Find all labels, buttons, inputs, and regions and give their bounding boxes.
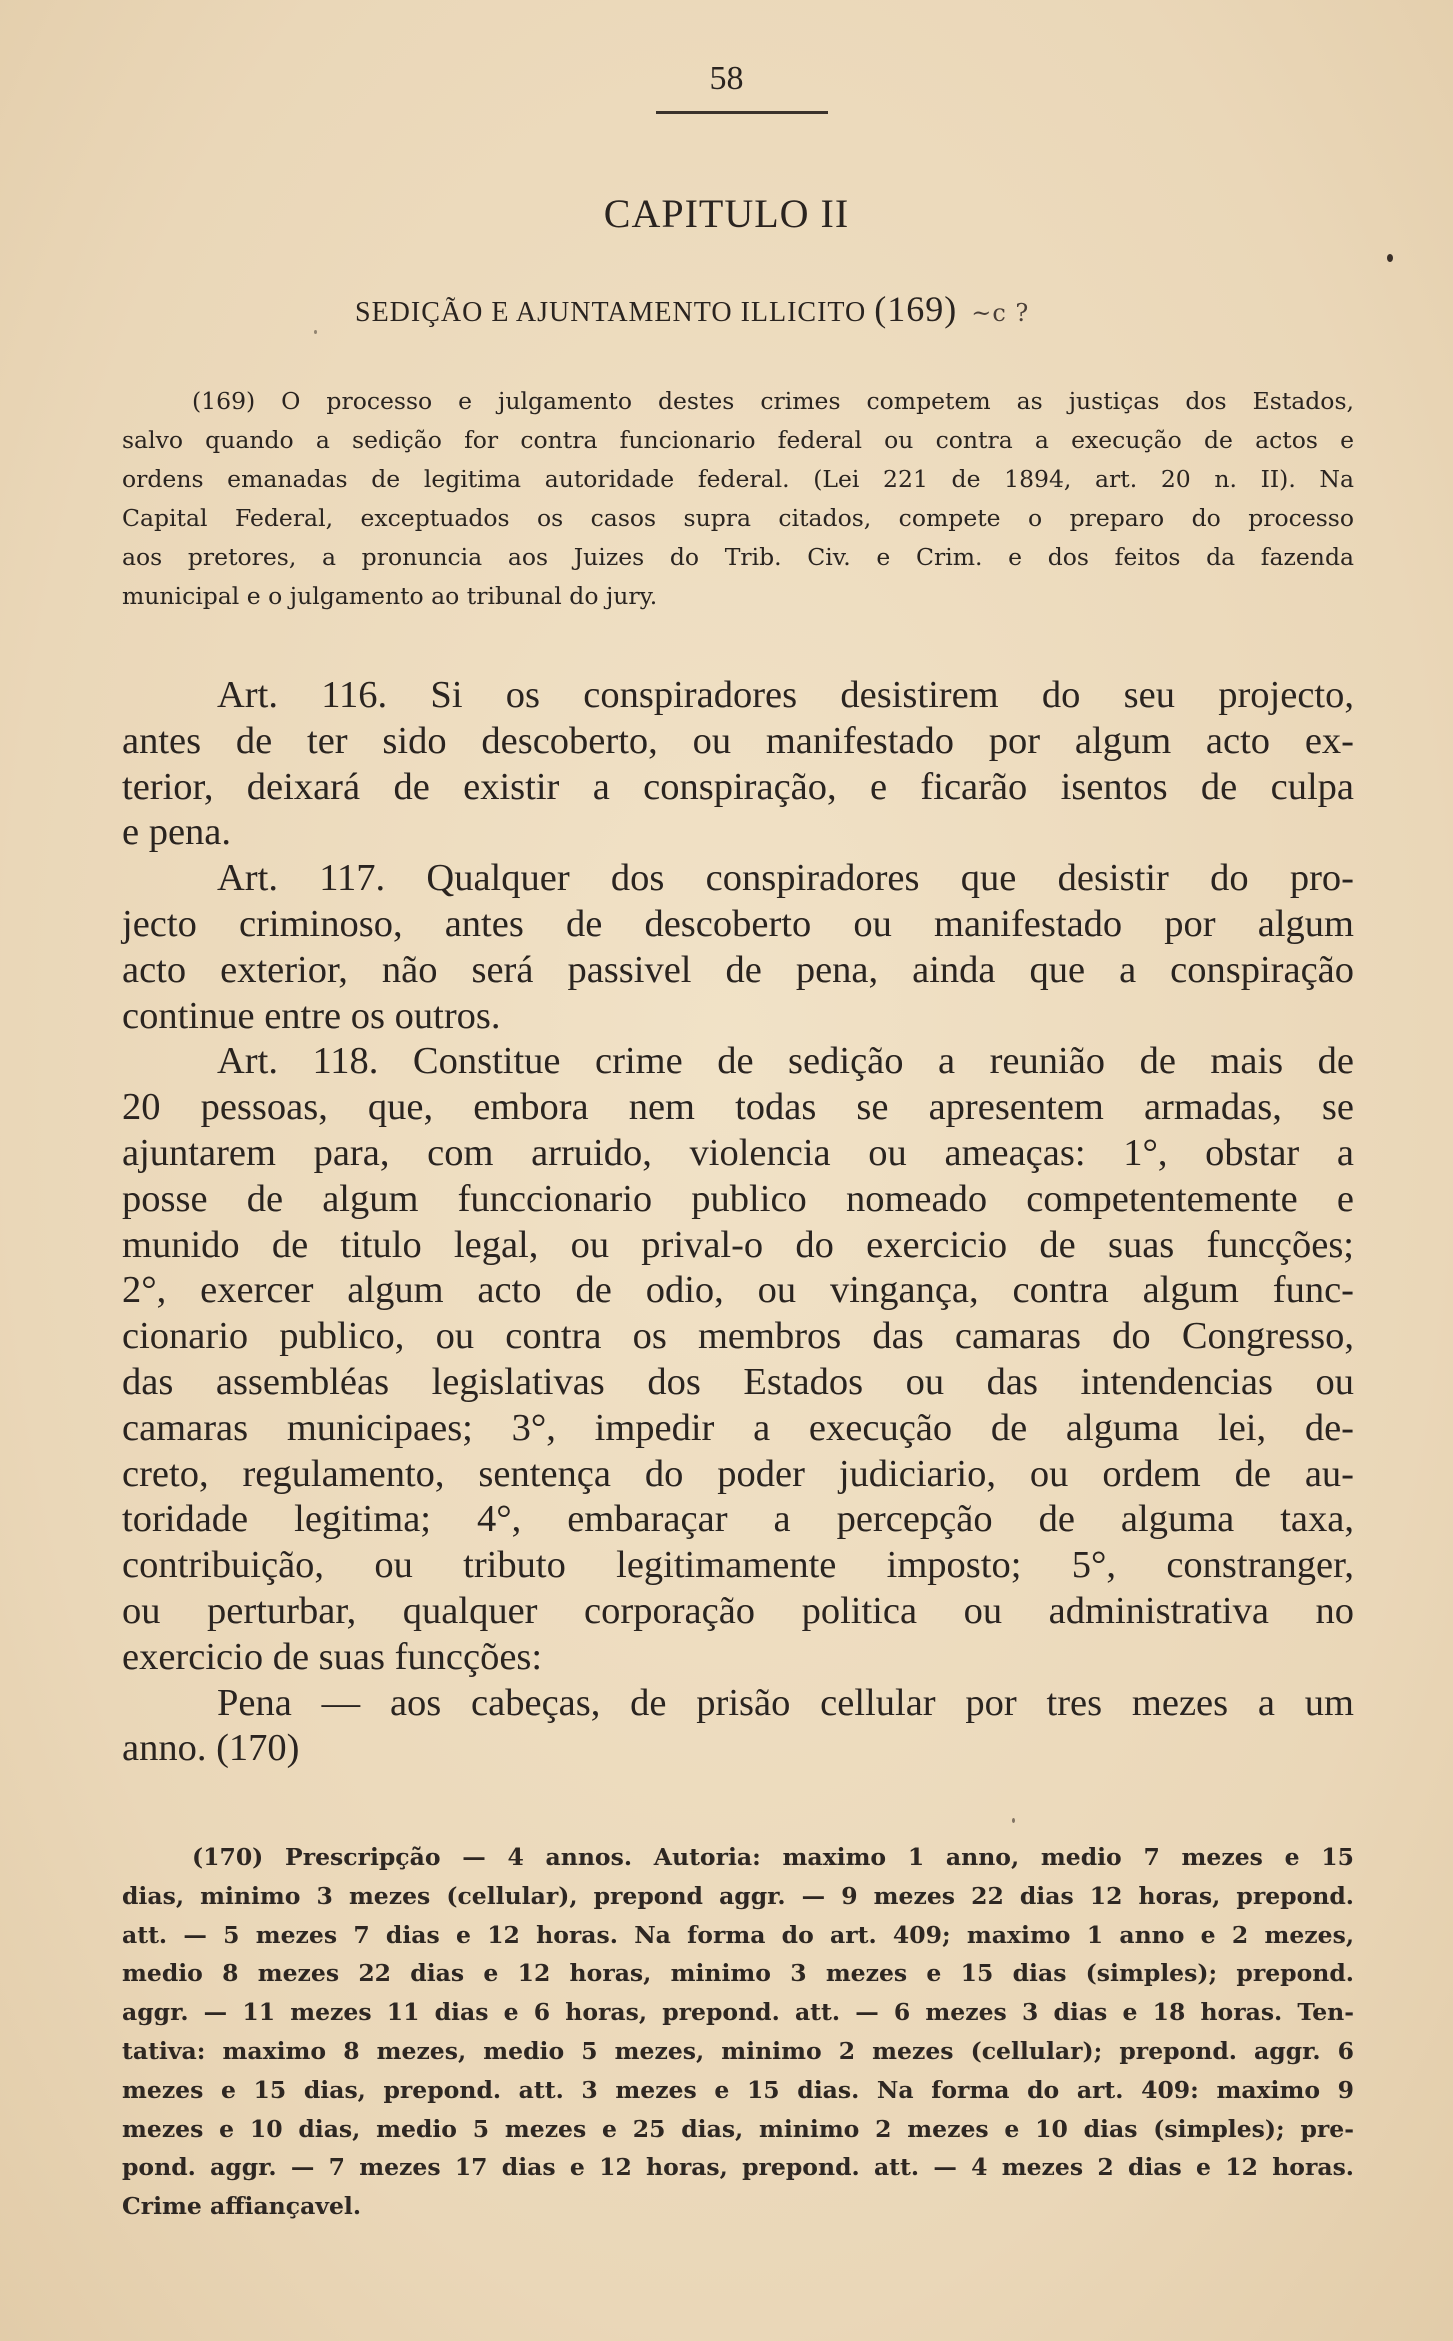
footnote-line: aggr. — 11 mezes 11 dias e 6 horas, prepond. att. — 6 mezes 3 dias e 18 horas. Ten-	[122, 1998, 1354, 2027]
footnote-line: pond. aggr. — 7 mezes 17 dias e 12 horas, prepond. att. — 4 mezes 2 dias e 12 horas.	[122, 2153, 1354, 2182]
article-118-line: exercicio de suas funcções:	[122, 1635, 543, 1678]
article-118-line: 20 pessoas, que, embora nem todas se apresentem armadas, se	[122, 1086, 1354, 1129]
footnote-170	[122, 1838, 1354, 2226]
footnote-line: dias, minimo 3 mezes (cellular), prepond aggr. — 9 mezes 22 dias 12 horas, prepond.	[122, 1881, 1354, 1910]
footnote-line: Capital Federal, exceptuados os casos supra citados, compete o preparo do processo	[122, 504, 1354, 532]
penalty-line: Pena — aos cabeças, de prisão cellular por tres mezes a um	[217, 1681, 1354, 1724]
section-title: SEDIÇÃO E AJUNTAMENTO ILLICITO	[355, 297, 867, 328]
article-117-line: acto exterior, não será passivel de pena, ainda que a conspiração	[122, 948, 1354, 991]
footnote-line: att. — 5 mezes 7 dias e 12 horas. Na forma do art. 409; maximo 1 anno e 2 mezes,	[122, 1920, 1354, 1949]
article-118-line: contribuição, ou tributo legitimamente imposto; 5°, constranger,	[122, 1544, 1354, 1587]
penalty-line: anno. (170)	[122, 1727, 300, 1770]
article-118-line: camaras municipaes; 3°, impedir a execução de alguma lei, de-	[122, 1406, 1354, 1449]
ink-speck	[1387, 254, 1393, 262]
article-116-line: Art. 116. Si os conspiradores desistirem do seu projecto,	[217, 674, 1354, 716]
article-118-line: das assembléas legislativas dos Estados ou das intendencias ou	[122, 1360, 1354, 1403]
ink-speck	[314, 330, 317, 334]
section-heading	[355, 288, 1029, 330]
footnote-line: Crime affiançavel.	[122, 2192, 362, 2221]
handwritten-annotation: ~c ?	[971, 299, 1030, 327]
article-118-line: 2°, exercer algum acto de odio, ou vingança, contra algum func-	[122, 1269, 1354, 1312]
footnote-line: mezes e 10 dias, medio 5 mezes e 25 dias, minimo 2 mezes e 10 dias (simples); pre-	[122, 2114, 1354, 2143]
chapter-title: CAPITULO II	[603, 191, 850, 236]
article-116-line: terior, deixará de existir a conspiração, e ficarão isentos de culpa	[122, 765, 1354, 808]
footnote-line: (170) Prescripção — 4 annos. Autoria: maximo 1 anno, medio 7 mezes e 15	[192, 1843, 1354, 1871]
footnote-line: tativa: maximo 8 mezes, medio 5 mezes, minimo 2 mezes (cellular); prepond. aggr. 6	[122, 2036, 1354, 2065]
article-118-line: munido de titulo legal, ou prival-o do exercicio de suas funcções;	[122, 1223, 1354, 1266]
page-number-rule	[656, 111, 828, 114]
footnote-line: ordens emanadas de legitima autoridade federal. (Lei 221 de 1894, art. 20 n. II). Na	[122, 465, 1354, 493]
article-118-line: ajuntarem para, com arruido, violencia ou ameaças: 1°, obstar a	[122, 1131, 1354, 1174]
article-116-line: antes de ter sido descoberto, ou manifestado por algum acto ex-	[122, 719, 1354, 762]
article-118-line: toridade legitima; 4°, embaraçar a percepção de alguma taxa,	[122, 1498, 1354, 1541]
article-text	[122, 673, 1354, 1772]
article-117-line: jecto criminoso, antes de descoberto ou manifestado por algum	[122, 902, 1354, 945]
article-118-line: Art. 118. Constitue crime de sedição a reunião de mais de	[217, 1040, 1354, 1083]
article-116-line: e pena.	[122, 811, 232, 854]
article-118-line: ou perturbar, qualquer corporação politica ou administrativa no	[122, 1589, 1354, 1632]
footnote-169	[122, 382, 1354, 616]
article-118-line: cionario publico, ou contra os membros das camaras do Congresso,	[122, 1315, 1354, 1358]
article-117-line: Art. 117. Qualquer dos conspiradores que desistir do pro-	[217, 857, 1354, 900]
article-117-line: continue entre os outros.	[122, 994, 501, 1037]
footnote-line: mezes e 15 dias, prepond. att. 3 mezes e 15 dias. Na forma do art. 409: maximo 9	[122, 2075, 1354, 2104]
page-number: 58	[709, 60, 744, 97]
section-note-ref: (169)	[874, 289, 958, 329]
article-118-line: posse de algum funccionario publico nomeado competentemente e	[122, 1177, 1354, 1220]
footnote-line: (169) O processo e julgamento destes crimes competem as justiças dos Estados,	[192, 387, 1354, 415]
footnote-line: municipal e o julgamento ao tribunal do jury.	[122, 582, 658, 610]
ink-speck	[1012, 1818, 1015, 1823]
article-118-line: creto, regulamento, sentença do poder judiciario, ou ordem de au-	[122, 1452, 1354, 1495]
footnote-line: medio 8 mezes 22 dias e 12 horas, minimo 3 mezes e 15 dias (simples); prepond.	[122, 1959, 1354, 1988]
footnote-line: salvo quando a sedição for contra funcionario federal ou contra a execução de actos e	[122, 426, 1354, 454]
footnote-line: aos pretores, a pronuncia aos Juizes do Trib. Civ. e Crim. e dos feitos da fazenda	[122, 543, 1354, 571]
